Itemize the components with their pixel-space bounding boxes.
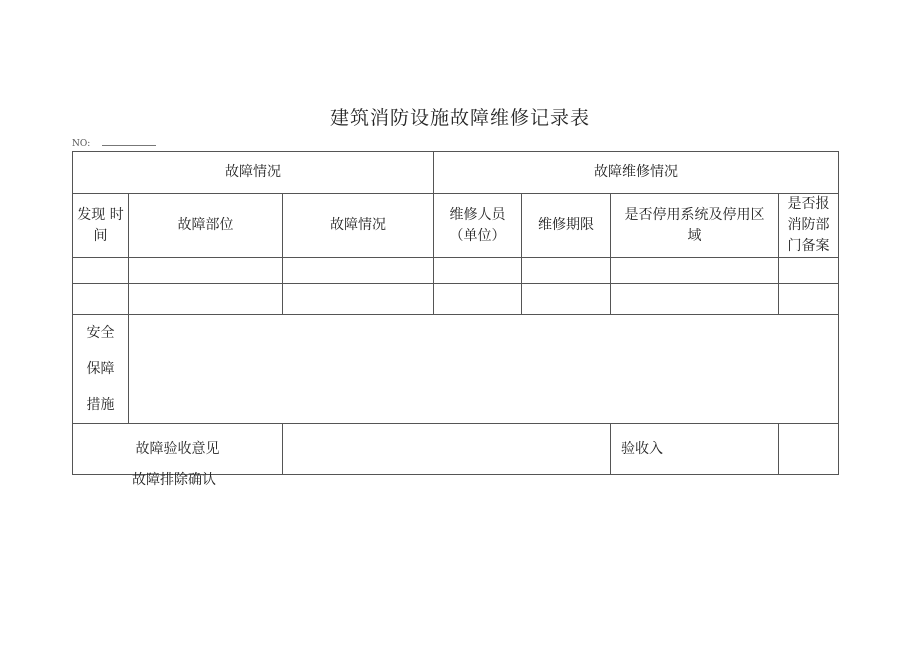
record-number <box>72 138 156 149</box>
acceptance-opinion-field[interactable] <box>283 424 611 475</box>
cell-fault-condition[interactable] <box>283 258 434 284</box>
header-report-line1: 是否报 <box>787 196 830 212</box>
cell-repair-person[interactable] <box>434 258 522 284</box>
cell-repair-deadline[interactable] <box>522 284 611 315</box>
cell-report-filing[interactable] <box>779 258 839 284</box>
group-repair-situation: 故障维修情况 <box>434 152 839 194</box>
header-stop-system <box>611 194 779 258</box>
page-title: 建筑消防设施故障维修记录表 <box>329 107 590 129</box>
cell-fault-location[interactable] <box>129 258 283 284</box>
acceptor-field[interactable] <box>779 424 839 475</box>
repair-record-table <box>72 151 839 475</box>
acceptor-label: 验收入 <box>611 424 779 475</box>
safety-line1: 安全 <box>86 325 115 341</box>
record-number-blank[interactable] <box>102 138 156 146</box>
cell-repair-deadline[interactable] <box>522 258 611 284</box>
header-repair-person-line1: 维修人员 <box>449 206 506 223</box>
group-fault-situation: 故障情况 <box>73 152 434 194</box>
safety-line2: 保障 <box>86 361 115 377</box>
safety-measures-label <box>73 315 129 424</box>
cell-fault-condition[interactable] <box>283 284 434 315</box>
header-repair-person-line2: （单位） <box>449 227 506 244</box>
table-row <box>73 258 839 284</box>
cell-fault-location[interactable] <box>129 284 283 315</box>
header-fault-location: 故障部位 <box>129 194 283 258</box>
cell-found-time[interactable] <box>73 258 129 284</box>
cell-stop-system[interactable] <box>611 258 779 284</box>
safety-measures-field[interactable] <box>129 315 839 424</box>
record-number-label: NO: <box>72 139 91 149</box>
header-found-time-line2: 间 <box>93 227 108 244</box>
header-repair-deadline: 维修期限 <box>522 194 611 258</box>
header-report-line2: 消防部 <box>787 217 830 233</box>
cell-found-time[interactable] <box>73 284 129 315</box>
cell-stop-system[interactable] <box>611 284 779 315</box>
header-report-filing <box>779 194 839 258</box>
header-report-line3: 门备案 <box>787 238 830 254</box>
header-fault-condition: 故障情况 <box>283 194 434 258</box>
header-stop-system-line1: 是否停用系统及停用区 <box>624 206 765 223</box>
header-repair-person <box>434 194 522 258</box>
header-found-time <box>73 194 129 258</box>
fault-clearance-confirmation: 故障排除确认 <box>132 472 216 488</box>
acceptance-opinion-label: 故障验收意见 <box>73 424 283 475</box>
cell-repair-person[interactable] <box>434 284 522 315</box>
table-row <box>73 284 839 315</box>
safety-line3: 措施 <box>86 397 115 413</box>
header-stop-system-line2: 域 <box>687 227 702 244</box>
cell-report-filing[interactable] <box>779 284 839 315</box>
header-found-time-line1: 发现 时 <box>77 206 124 223</box>
